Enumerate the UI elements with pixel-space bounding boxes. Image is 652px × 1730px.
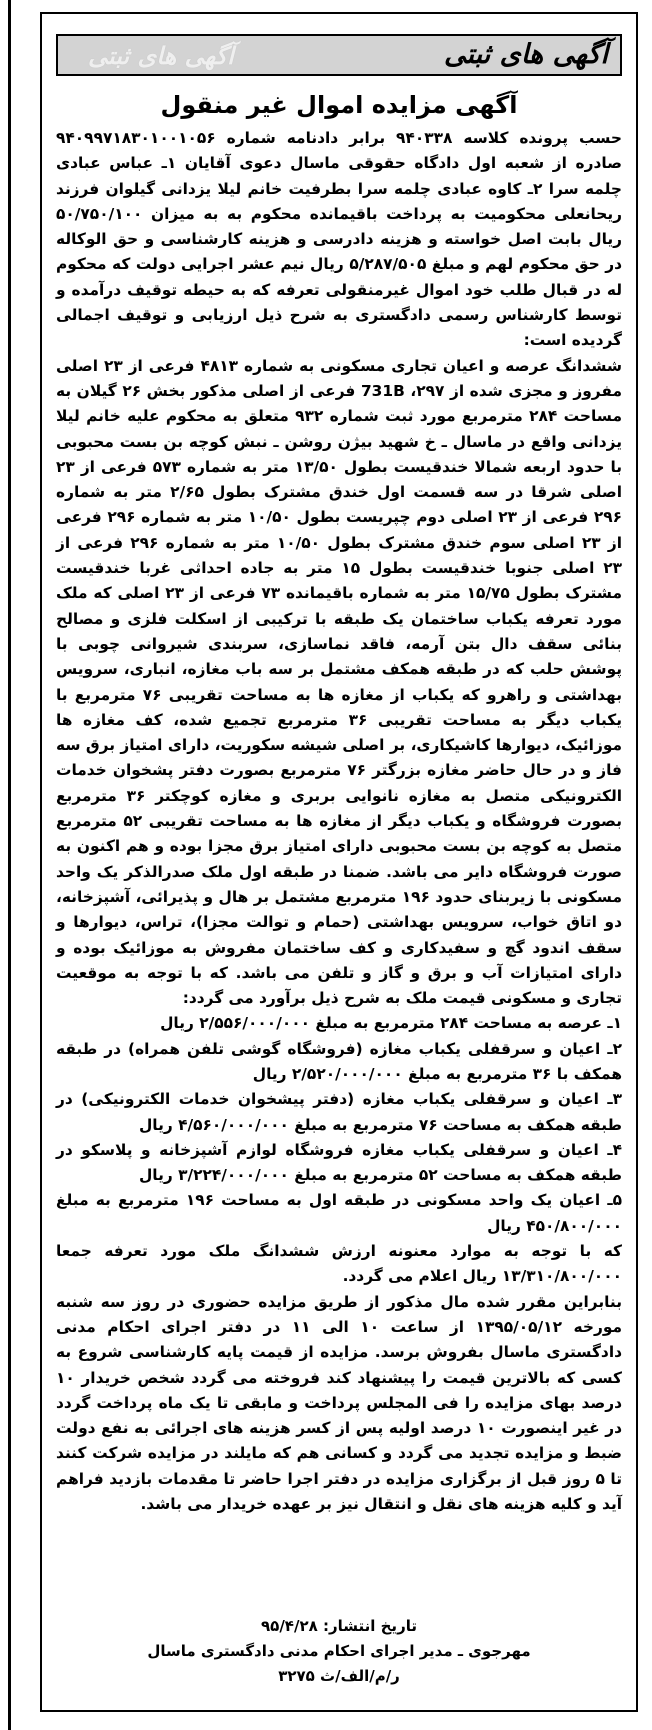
publish-date: تاریخ انتشار: ۹۵/۴/۲۸: [261, 1617, 417, 1635]
notice-body: [56, 126, 622, 1517]
notice-title: آگهی مزایده اموال غیر منقول: [160, 91, 518, 119]
section-banner-ghost-title: آگهی های ثبتی: [88, 42, 234, 70]
valuation-total-paragraph: که با توجه به موارد معنونه ارزش ششدانگ ملک مورد تعرفه جمعا ۱۳/۳۱۰/۸۰۰/۰۰۰ ریال اعلام می گردد.: [56, 1242, 622, 1286]
valuation-item-3: ۳ـ اعیان و سرقفلی یکباب مغازه (دفتر پیشخوان خدمات الکترونیکی) در طبقه همکف به مساحت ۷۶ مترمربع به مبلغ ۴/۵۶۰/۰۰۰/۰۰۰ ریال: [56, 1090, 622, 1134]
valuation-item-1: ۱ـ عرصه به مساحت ۲۸۴ مترمربع به مبلغ ۲/۵۵۶/۰۰۰/۰۰۰ ریال: [160, 1014, 622, 1033]
valuation-item-4: ۴ـ اعیان و سرقفلی یکباب مغازه فروشگاه لوازم آشپزخانه و پلاسکو در طبقه همکف به مساحت ۵۲ مترمربع به مبلغ ۳/۲۲۴/۰۰۰/۰۰۰ ریال: [56, 1140, 622, 1185]
intro-paragraph: حسب پرونده کلاسه ۹۴۰۳۳۸ برابر دادنامه شماره ۹۴۰۹۹۷۱۸۳۰۱۰۰۱۰۵۶ صادره از شعبه اول دادگاه حقوقی ماسال دعوی آقایان ۱ـ عباس عبادی چلمه سرا ۲ـ کاوه عبادی چلمه سرا بطرفیت خانم لیلا یزدانی گیلوان فرزند ریحانعلی محکومیت به پرداخت باقیمانده محکوم به به میزان ۵۰/۷۵۰/۱۰۰ ریال بابت اصل خواسته و هزینه دادرسی و هزینه کارشناسی و حق الوکاله در حق محکوم لهم و مبلغ ۵/۲۸۷/۵۰۵ ریال نیم عشر اجرایی دولت که محکوم له در قبال طلب خود اموال غیرمنقولی تعرفه که به حیطه توقیف درآمده و توسط کارشناس رسمی دادگستری به شرح ذیل ارزیابی و توقیف اجمالی گردیده است:: [56, 129, 623, 350]
valuation-item-5: ۵ـ اعیان یک واحد مسکونی در طبقه اول به مساحت ۱۹۶ مترمربع به مبلغ ۴۵۰/۸۰۰/۰۰۰ ریال: [56, 1191, 622, 1235]
reference-code: ر/م/الف/ث ۳۲۷۵: [278, 1667, 400, 1685]
section-banner-title: آگهی های ثبتی: [443, 39, 608, 70]
notice-frame: [40, 12, 638, 1712]
property-description-paragraph: ششدانگ عرصه و اعیان تجاری مسکونی به شماره ۴۸۱۳ فرعی از ۲۳ اصلی مفروز و مجزی شده از ۲۹۷، 731B فرعی از اصلی مذکور بخش ۲۶ گیلان به مساحت ۲۸۴ مترمربع مورد ثبت شماره ۹۳۲ متعلق به محکوم علیه خانم لیلا یزدانی واقع در ماسال ـ خ شهید بیژن روشن ـ نبش کوچه بن بست محبوبی با حدود اربعه شمالا خندقیست بطول ۱۳/۵۰ متر به شماره ۵۷۳ فرعی از ۲۳ اصلی شرقا در سه قسمت اول خندق مشترک بطول ۲/۶۵ متر به شماره ۲۹۶ فرعی از ۲۳ اصلی دوم چپریست بطول ۱۰/۵۰ متر به شماره ۲۹۶ فرعی از ۲۳ اصلی سوم خندق مشترک بطول ۱۰/۵۰ متر به شماره ۲۹۶ فرعی از ۲۳ اصلی جنوبا خندقیست بطول ۱۵ متر به جاده احداثی غربا خندقیست مشترک بطول ۱۵/۷۵ متر به شماره باقیمانده ۷۳ فرعی از ۲۳ اصلی که ملک مورد تعرفه یکباب ساختمان یک طبقه با ترکیبی از اسکلت فلزی و مصالح بنائی سقف دال بتن آرمه، فاقد نماسازی، سربندی شیروانی چوبی با پوشش حلب که در طبقه همکف مشتمل بر سه باب مغازه، انباری، سرویس بهداشتی و راهرو که یکباب از مغازه ها به مساحت تقریبی ۷۶ مترمربع با یکباب دیگر به مساحت تقریبی ۳۶ مترمربع تجمیع شده، کف مغازه ها موزائیک، دیوارها کاشیکاری، بر اصلی شیشه سکوریت، دارای امتیاز برق سه فاز و در حال حاضر مغازه بزرگتر ۷۶ مترمربع بصورت دفتر پشخوان خدمات الکترونیکی متصل به مغازه نانوایی بربری و مغازه کوچکتر ۳۶ مترمربع بصورت فروشگاه و یکباب دیگر از مغازه ها به مساحت تقریبی ۵۲ مترمربع متصل به کوچه بن بست محبوبی دارای امتیاز برق مجزا بوده و هم اکنون به صورت فروشگاه دایر می باشد. ضمنا در طبقه اول ملک صدرالذکر یک واحد مسکونی با زیربنای حدود ۱۹۶ مترمربع مشتمل بر هال و پذیرائی، آشپزخانه، دو اتاق خواب، سرویس بهداشتی (حمام و توالت مجزا)، تراس، دیوارها و سقف اندود گچ و سفیدکاری و کف ساختمان مفروش به موزائیک بوده و دارای امتیازات آب و برق و گاز و تلفن می باشد. که با توجه به موقعیت تجاری و مسکونی قیمت ملک به شرح ذیل برآورد می گردد:: [56, 356, 623, 1008]
section-banner: [56, 34, 622, 76]
notice-footer: [42, 1614, 636, 1689]
signature-line: مهرجوی ـ مدیر اجرای احکام مدنی دادگستری ماسال: [147, 1642, 531, 1660]
left-page-rule: [8, 0, 11, 1730]
auction-terms-paragraph: بنابراین مقرر شده مال مذکور از طریق مزایده حضوری در روز سه شنبه مورخه ۱۳۹۵/۰۵/۱۲ از ساعت ۱۰ الی ۱۱ در دفتر اجرای احکام مدنی دادگستری ماسال بفروش برسد. مزایده از قیمت پایه کارشناسی شروع به کسی که بالاترین قیمت را پیشنهاد کند فروخته می گردد شخص خریدار ۱۰ درصد بهای مزایده را فی المجلس پرداخت و مابقی تا یک ماه پرداخت گردد در غیر اینصورت ۱۰ درصد اولیه پس از کسر هزینه های اجرائی به نفع دولت ضبط و مزایده تجدید می گردد و کسانی هم که مایلند در مزایده شرکت کنند تا ۵ روز قبل از برگزاری مزایده در دفتر اجرا حاضر تا مقدمات بازدید فراهم آید و کلیه هزینه های نقل و انتقال نیز بر عهده خریدار می باشد.: [56, 1292, 622, 1514]
valuation-item-2: ۲ـ اعیان و سرقفلی یکباب مغازه (فروشگاه گوشی تلفن همراه) در طبقه همکف با ۳۶ مترمربع به مبلغ ۲/۵۲۰/۰۰۰/۰۰۰ ریال: [56, 1039, 622, 1083]
